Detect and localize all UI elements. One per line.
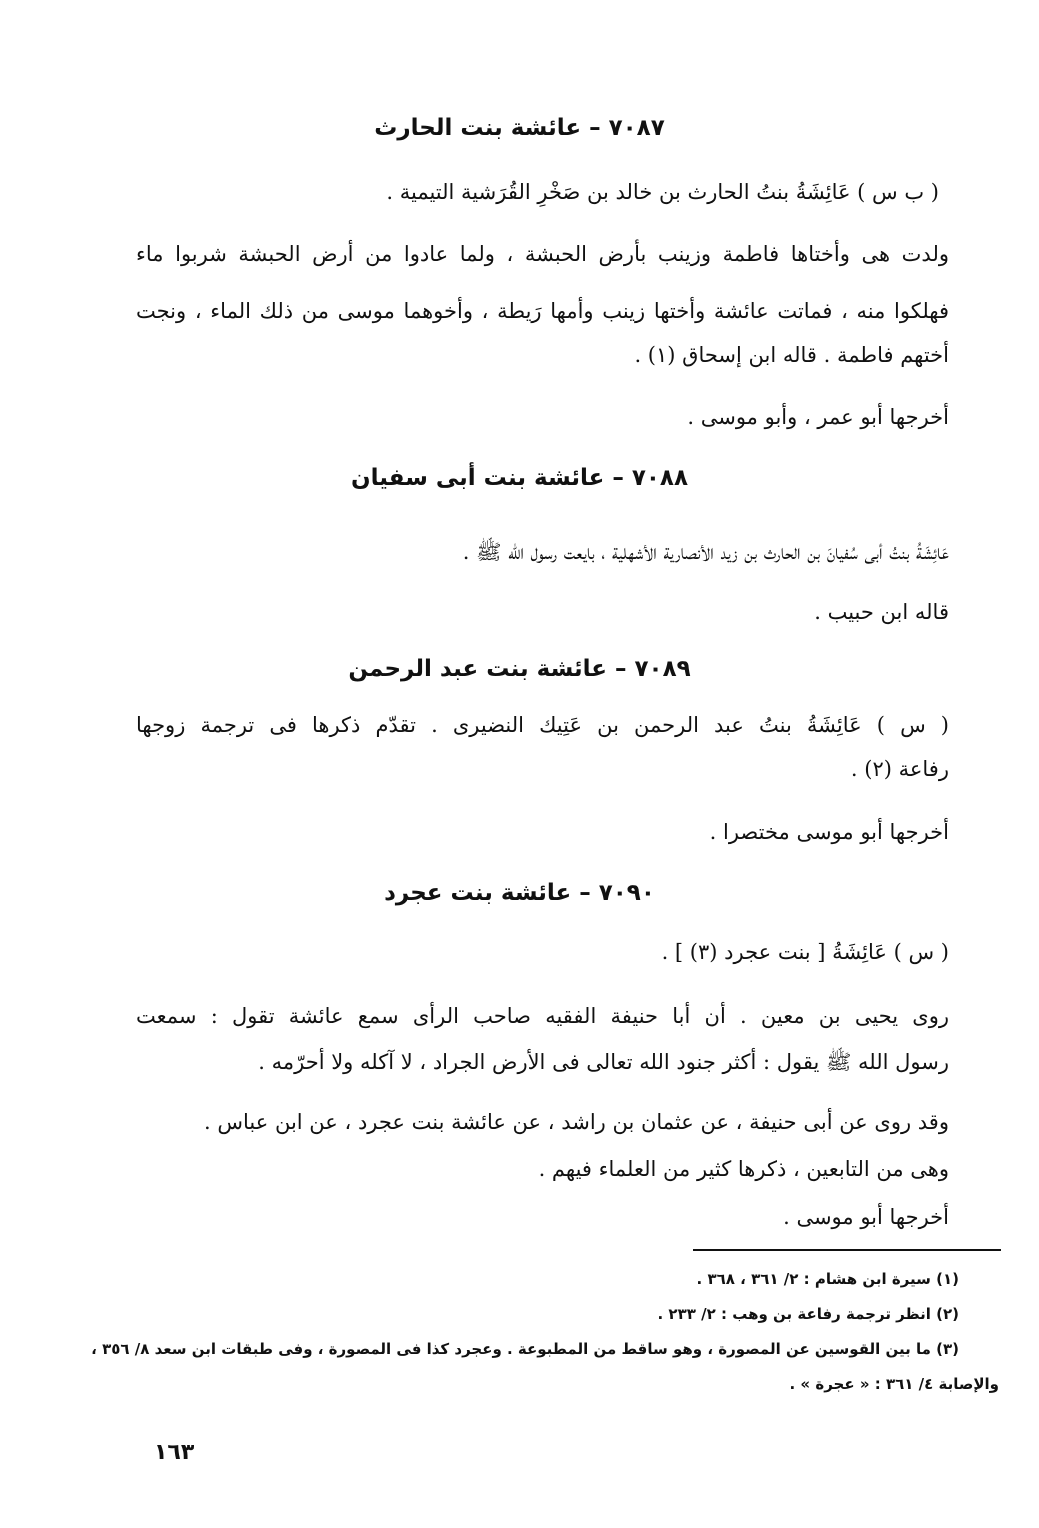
entry-line: أختهم فاطمة . قاله ابن إسحاق (١) . (634, 343, 949, 367)
entry-heading-7089: ٧٠٨٩ – عائشة بنت عبد الرحمن (348, 656, 691, 682)
entry-heading-7088: ٧٠٨٨ – عائشة بنت أبى سفيان (350, 465, 689, 491)
entry-line: فهلكوا منه ، فماتت عائشة وأختها زينب وأمها رَيطة ، وأخوهما موسى من ذلك الماء ، ونجت (136, 299, 949, 323)
entry-line: أخرجها أبو عمر ، وأبو موسى . (687, 405, 949, 429)
entry-heading-7087: ٧٠٨٧ – عائشة بنت الحارث (374, 115, 665, 141)
entry-line: وهى من التابعين ، ذكرها كثير من العلماء فيهم . (538, 1157, 949, 1181)
footnote: (٣) ما بين القوسين عن المصورة ، وهو ساقط من المطبوعة . وعجرد كذا فى المصورة ، وفى طبقات ابن سعد ٨/ ٣٥٦ ، (91, 1340, 959, 1358)
entry-line: ولدت هى وأختاها فاطمة وزينب بأرض الحبشة ، ولما عادوا من أرض الحبشة شربوا ماء (136, 242, 949, 266)
entry-line: أخرجها أبو موسى مختصرا . (709, 820, 949, 844)
entry-heading-7090: ٧٠٩٠ – عائشة بنت عجرد (384, 880, 655, 906)
page-number: ١٦٣ (154, 1440, 195, 1465)
footnote: والإصابة ٤/ ٣٦١ : « عجرة » . (789, 1375, 999, 1393)
entry-line: ( ب س ) عَائِشَةُ بنتُ الحارث بن خالد بن صَخْرِ القُرَشية التيمية . (386, 180, 939, 204)
entry-line: وقد روى عن أبى حنيفة ، عن عثمان بن راشد ، عن عائشة بنت عجرد ، عن ابن عباس . (204, 1110, 949, 1134)
entry-line: قاله ابن حبيب . (814, 600, 949, 624)
entry-line: رسول الله ﷺ يقول : أكثر جنود الله تعالى فى الأرض الجراد ، لا آكله ولا أحرّمه . (258, 1050, 949, 1074)
footnote-rule (693, 1249, 1001, 1251)
footnote: (٢) انظر ترجمة رفاعة بن وهب : ٢/ ٢٣٣ . (657, 1305, 959, 1323)
entry-line: ( س ) عَائِشَةُ [ بنت عجرد (٣) ] . (661, 940, 949, 964)
entry-line: عَائِشَةُ بنتُ أبى سُفيانَ بن الحارث بن زيد الأنصارية الأشهلية ، بايعت رسول الله ﷺ . (462, 540, 949, 564)
entry-line: ( س ) عَائِشَةُ بنتُ عبد الرحمن بن عَتِيك النضيرى . تقدّم ذكرها فى ترجمة زوجها (136, 713, 949, 737)
entry-line: رفاعة (٢) . (850, 757, 949, 781)
footnote: (١) سيرة ابن هشام : ٢/ ٣٦١ ، ٣٦٨ . (696, 1270, 959, 1288)
entry-line: روى يحيى بن معين . أن أبا حنيفة الفقيه صاحب الرأى سمع عائشة تقول : سمعت (136, 1004, 949, 1028)
entry-line: أخرجها أبو موسى . (783, 1205, 949, 1229)
